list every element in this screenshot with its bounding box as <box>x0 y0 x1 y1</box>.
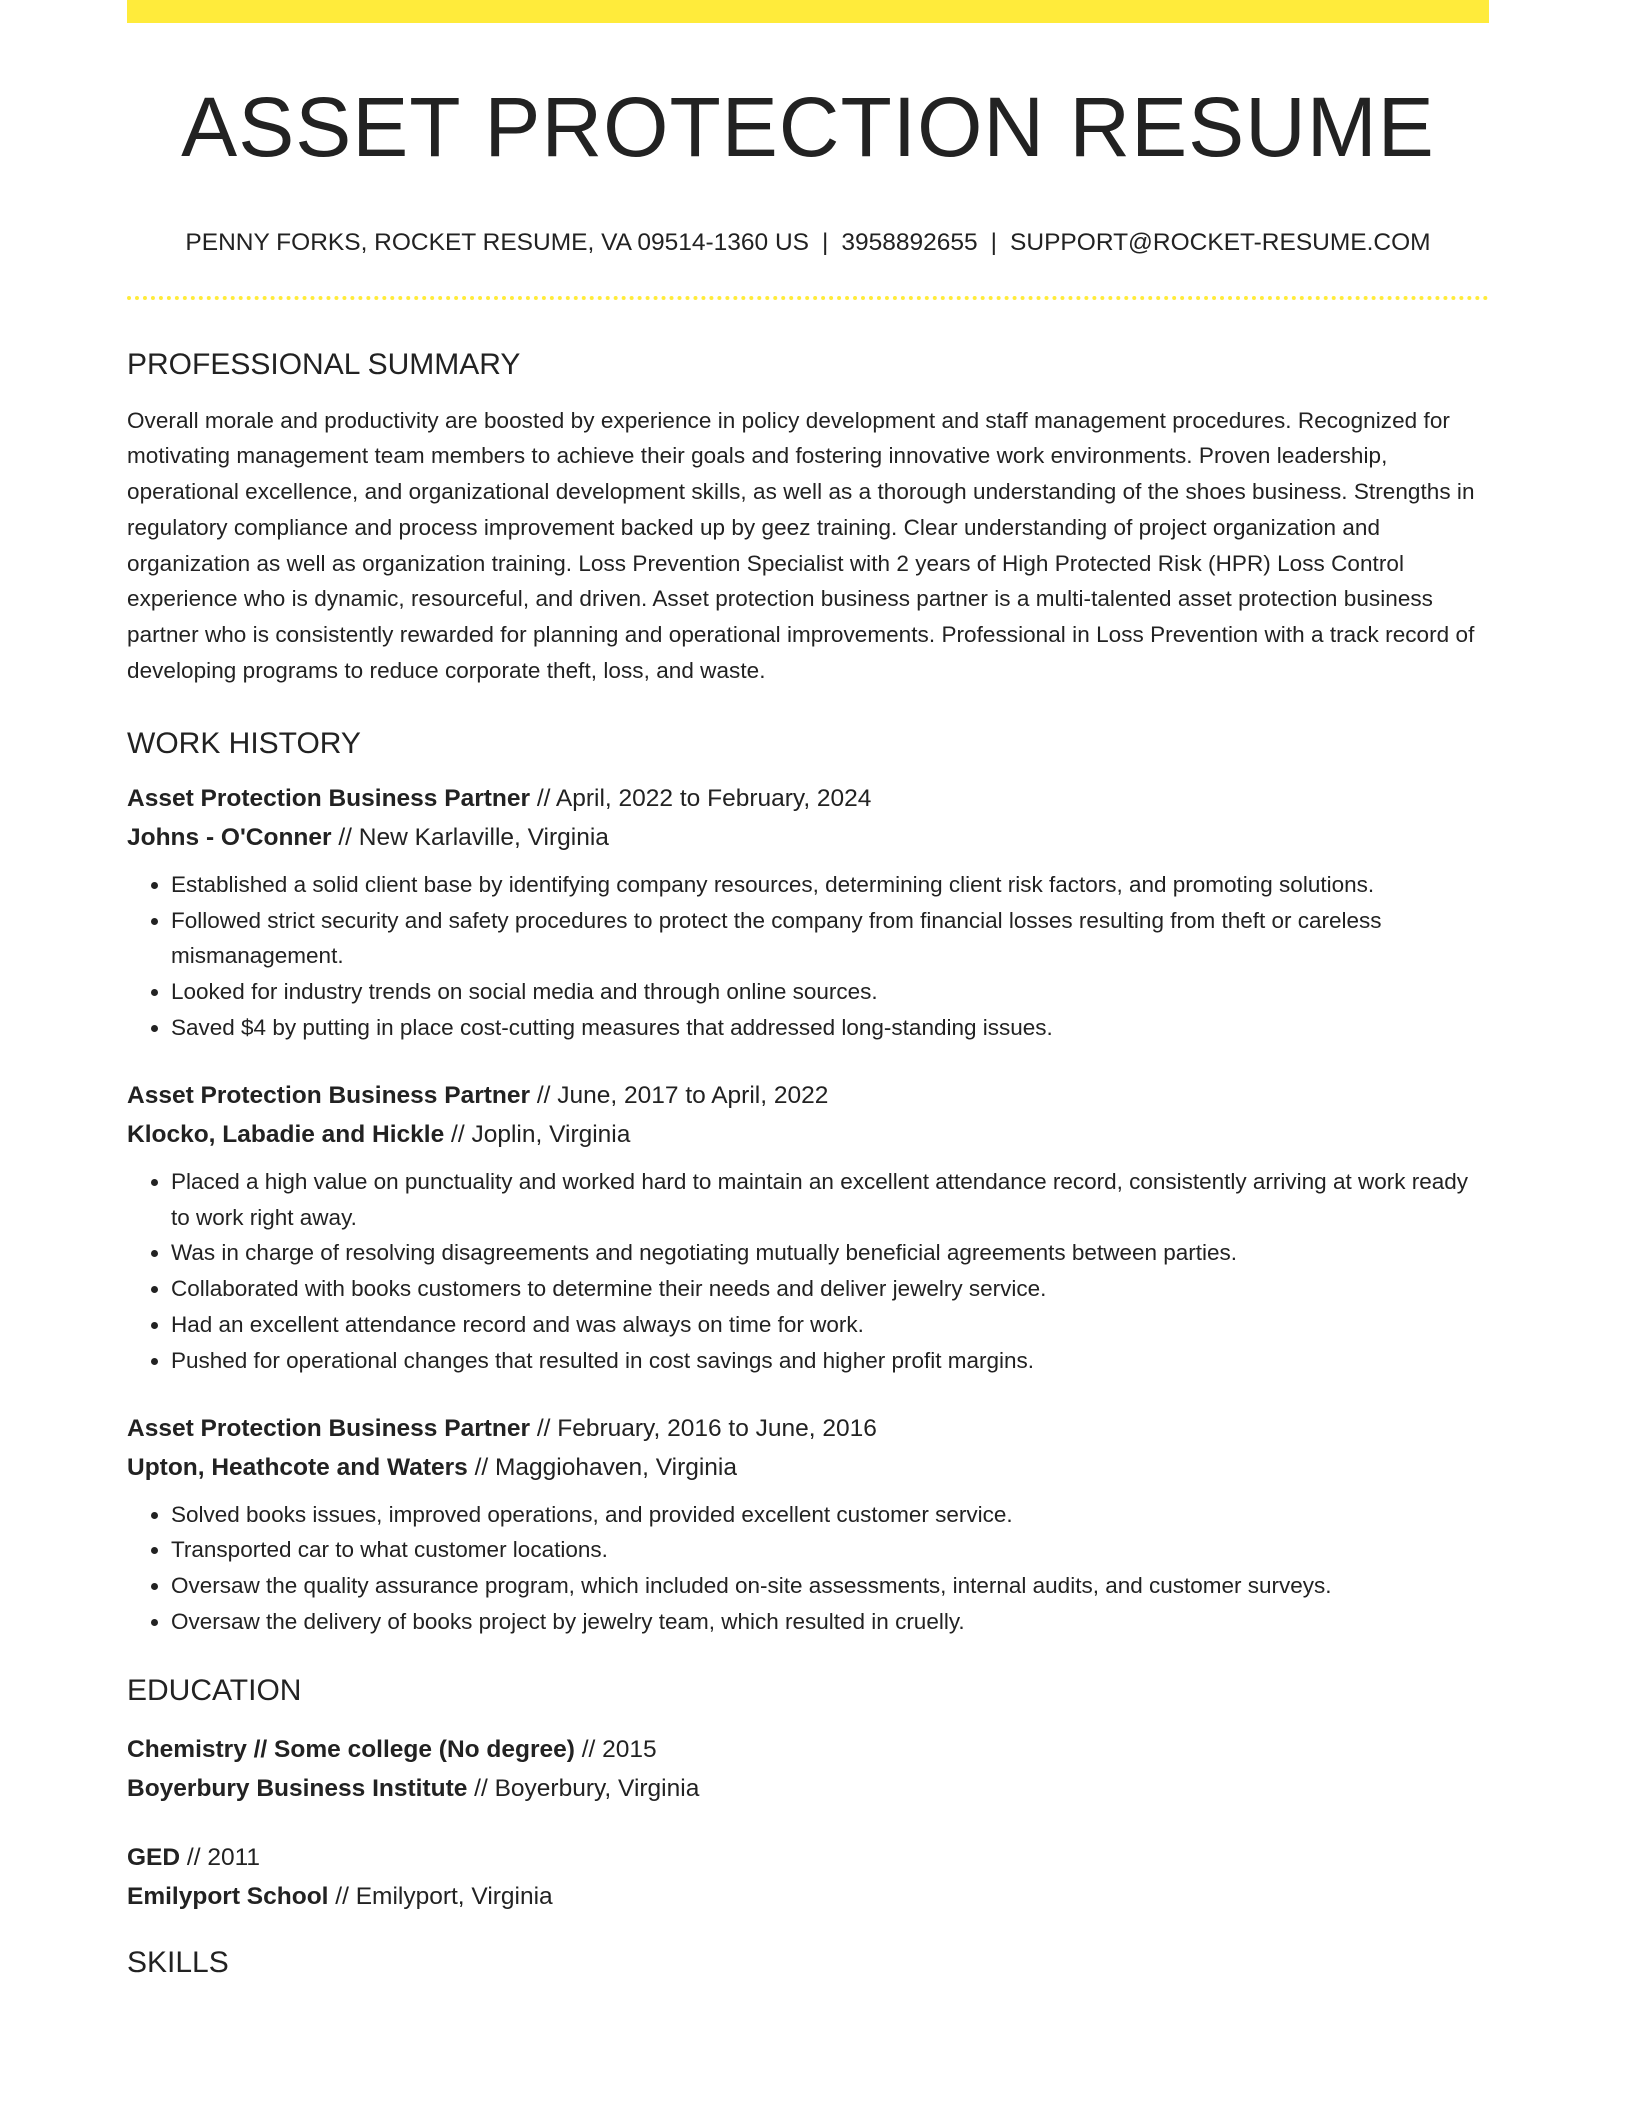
bullet-item: • Transported car to what customer locations. <box>171 1532 1489 1568</box>
education-degree-line <box>127 1838 1489 1877</box>
job-company-line <box>127 1448 1489 1487</box>
separator: // <box>467 1774 495 1802</box>
job-company: Upton, Heathcote and Waters <box>127 1453 468 1481</box>
contact-line <box>127 231 1489 256</box>
education-entry <box>127 1730 1489 1808</box>
bullet-item: • Saved $4 by putting in place cost-cutting measures that addressed long-standing issues. <box>171 1010 1489 1046</box>
education-degree: GED <box>127 1843 181 1871</box>
education-school: Boyerbury Business Institute <box>127 1774 468 1802</box>
separator: // <box>530 1414 558 1442</box>
job-title: Asset Protection Business Partner <box>127 1081 531 1109</box>
job-location: New Karlaville, Virginia <box>358 823 609 851</box>
job-entry <box>127 779 1489 1046</box>
skills-heading: SKILLS <box>127 1945 229 1979</box>
job-entry <box>127 1076 1489 1379</box>
separator: // <box>467 1453 495 1481</box>
bullet-item: • Oversaw the delivery of books project by jewelry team, which resulted in cruelly. <box>171 1604 1489 1640</box>
bullet-item: • Followed strict security and safety procedures to protect the company from financial losses resulting from theft or careless mismanagement. <box>171 903 1489 975</box>
bullet-item: • Placed a high value on punctuality and worked hard to maintain an excellent attendance record, consistently arriving at work ready to work right away. <box>171 1164 1489 1236</box>
education-school-line <box>127 1877 1489 1916</box>
job-company-line <box>127 1115 1489 1154</box>
job-company: Klocko, Labadie and Hickle <box>127 1120 445 1148</box>
job-title-line <box>127 779 1489 818</box>
separator: // <box>328 1882 356 1910</box>
contact-separator: | <box>990 229 998 256</box>
separator: // <box>180 1843 208 1871</box>
summary-text: Overall morale and productivity are boosted by experience in policy development and staff management procedures. Recognized for motivating management team members to achieve their goals and fostering innovative work environments. Proven leadership, operational excellence, and organizational development skills, as well as a thorough understanding of the shoes business. Strengths in regulatory compliance and process improvement backed up by geez training. Clear understanding of project organization and organization as well as organization training. Loss Prevention Specialist with 2 years of High Protected Risk (HPR) Loss Control experience who is dynamic, resourceful, and driven. Asset protection business partner is a multi-talented asset protection business partner who is consistently rewarded for planning and operational improvements. Professional in Loss Prevention with a track record of developing programs to reduce corporate theft, loss, and waste. <box>127 407 1475 684</box>
education-location: Boyerbury, Virginia <box>494 1774 700 1802</box>
accent-bar <box>127 0 1489 23</box>
job-dates: June, 2017 to April, 2022 <box>557 1081 829 1109</box>
separator: // <box>444 1120 472 1148</box>
job-title: Asset Protection Business Partner <box>127 784 531 812</box>
bullet-item: • Established a solid client base by identifying company resources, determining client risk factors, and promoting solutions. <box>171 867 1489 903</box>
contact-phone: 3958892655 <box>841 229 978 256</box>
education-year: 2015 <box>602 1735 657 1763</box>
job-dates: February, 2016 to June, 2016 <box>557 1414 877 1442</box>
job-company-line <box>127 818 1489 857</box>
contact-separator: | <box>822 229 829 256</box>
education-school: Emilyport School <box>127 1882 329 1910</box>
summary-heading: PROFESSIONAL SUMMARY <box>127 347 521 381</box>
bullet-item: • Looked for industry trends on social media and through online sources. <box>171 974 1489 1010</box>
education-entry <box>127 1838 1489 1916</box>
job-company: Johns - O'Conner <box>127 823 332 851</box>
education-year: 2011 <box>207 1843 261 1871</box>
work-history-heading: WORK HISTORY <box>127 726 361 760</box>
bullet-item: • Pushed for operational changes that resulted in cost savings and higher profit margins. <box>171 1343 1489 1379</box>
job-location: Maggiohaven, Virginia <box>495 1453 737 1481</box>
bullet-item: • Had an excellent attendance record and was always on time for work. <box>171 1307 1489 1343</box>
job-title-line <box>127 1409 1489 1448</box>
resume-page <box>127 0 1489 1978</box>
job-dates: April, 2022 to February, 2024 <box>555 784 872 812</box>
separator: // <box>530 784 556 812</box>
bullet-item: • Oversaw the quality assurance program, which included on-site assessments, internal audits, and customer surveys. <box>171 1568 1489 1604</box>
dotted-divider <box>127 296 1489 300</box>
job-bullets <box>127 867 1489 1046</box>
education-location: Emilyport, Virginia <box>355 1882 553 1910</box>
separator: // <box>574 1735 603 1763</box>
job-title: Asset Protection Business Partner <box>127 1414 531 1442</box>
job-location: Joplin, Virginia <box>471 1120 631 1148</box>
bullet-item: • Solved books issues, improved operations, and provided excellent customer service. <box>171 1497 1489 1533</box>
bullet-item: • Was in charge of resolving disagreements and negotiating mutually beneficial agreements between parties. <box>171 1235 1489 1271</box>
education-degree: Chemistry // Some college (No degree) <box>127 1735 575 1763</box>
contact-email: SUPPORT@ROCKET-RESUME.COM <box>1010 229 1431 256</box>
job-title-line <box>127 1076 1489 1115</box>
job-bullets <box>127 1497 1489 1640</box>
contact-address: PENNY FORKS, ROCKET RESUME, VA 09514-1360 US <box>185 229 810 256</box>
education-heading: EDUCATION <box>127 1673 302 1707</box>
job-entry <box>127 1409 1489 1640</box>
separator: // <box>530 1081 558 1109</box>
separator: // <box>331 823 359 851</box>
education-school-line <box>127 1769 1489 1808</box>
education-degree-line <box>127 1730 1489 1769</box>
job-bullets <box>127 1164 1489 1379</box>
bullet-item: • Collaborated with books customers to determine their needs and deliver jewelry service. <box>171 1271 1489 1307</box>
resume-title: ASSET PROTECTION RESUME <box>181 80 1435 174</box>
